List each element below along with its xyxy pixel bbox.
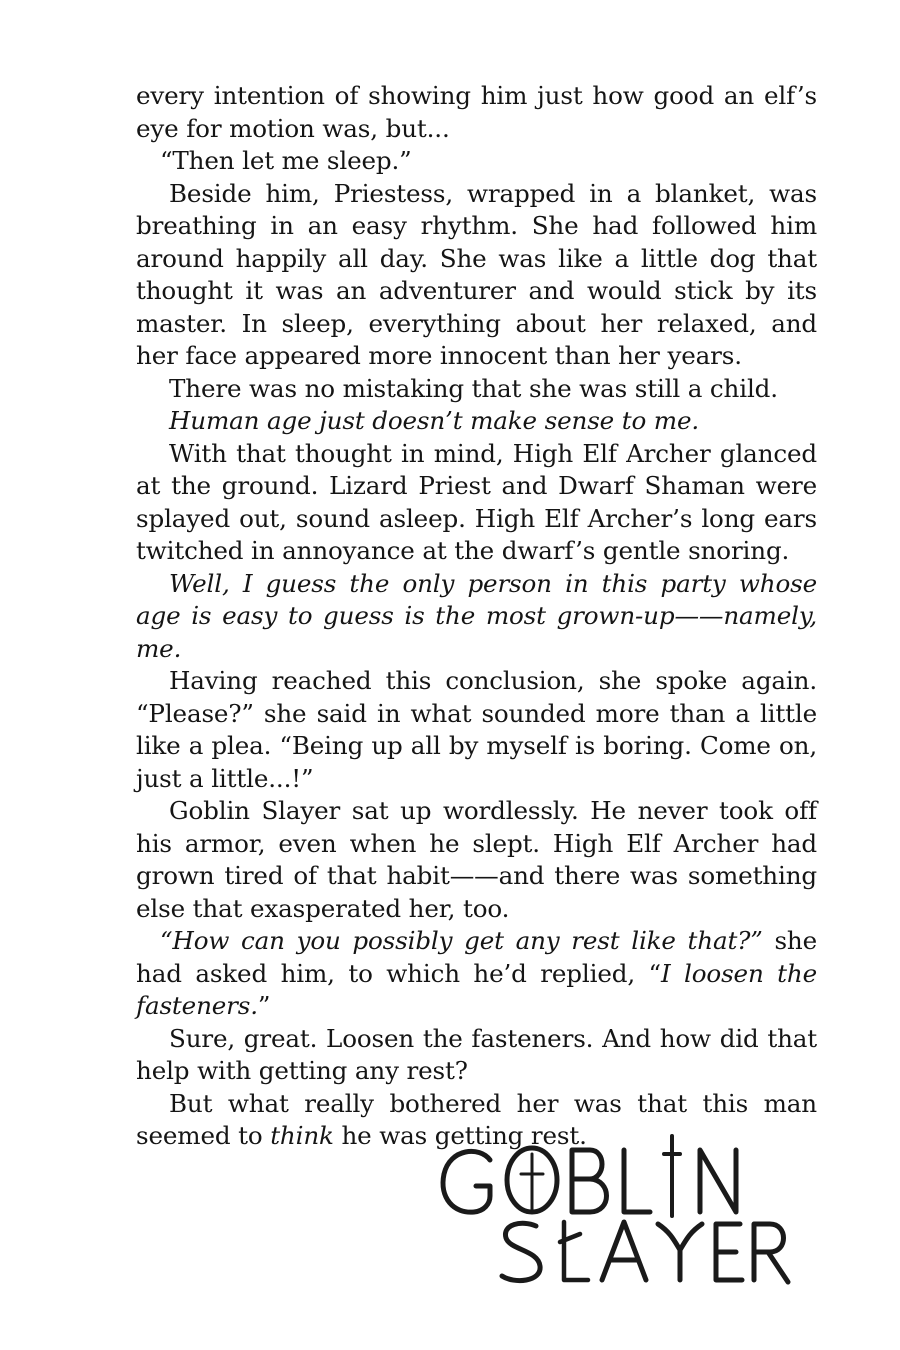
paragraph	[136, 665, 817, 795]
paragraph	[136, 568, 817, 666]
paragraph	[136, 1023, 817, 1088]
text-run: Sure, great. Loosen the fasteners. And how did that help with getting any rest?	[136, 1023, 817, 1085]
text-run: he was getting rest.	[333, 1121, 587, 1150]
text-run: she had asked him, to which he’d replied, “	[136, 926, 818, 988]
text-run: “Then let me sleep.”	[160, 146, 412, 175]
body-text	[136, 80, 817, 1153]
paragraph	[136, 405, 817, 438]
text-run: ”	[257, 991, 271, 1020]
goblin-slayer-logo	[436, 1130, 806, 1290]
paragraph	[136, 80, 817, 145]
paragraph	[136, 925, 817, 1023]
italic-text: “How can you possibly get any rest like that?”	[160, 926, 763, 955]
text-run: But what really bothered her was that this man seemed to	[136, 1088, 817, 1150]
text-run: Having reached this conclusion, she spoke again. “Please?” she said in what sounded more than a little like a plea. “Being up all by myself is boring. Come on, just a little...!”	[136, 666, 817, 793]
paragraph	[136, 438, 817, 568]
text-run: every intention of showing him just how good an elf’s eye for motion was, but...	[136, 81, 817, 143]
paragraph	[136, 795, 817, 925]
text-run: Beside him, Priestess, wrapped in a blanket, was breathing in an easy rhythm. She had followed him around happily all day. She was like a little dog that thought it was an adventurer and would stick by its master. In sleep, everything about her relaxed, and her face appeared more innocent than her years.	[136, 178, 817, 370]
paragraph	[136, 373, 817, 406]
text-run: Goblin Slayer sat up wordlessly. He never took off his armor, even when he slept. High Elf Archer had grown tired of that habit——and there was something else that exasperated her, too.	[136, 796, 817, 923]
italic-text: Well, I guess the only person in this party whose age is easy to guess is the most grown-up——namely, me.	[136, 568, 817, 663]
italic-text: Human age just doesn’t make sense to me.	[169, 406, 700, 435]
paragraph	[136, 145, 817, 178]
text-run: There was no mistaking that she was still a child.	[169, 373, 778, 403]
paragraph	[136, 178, 817, 373]
text-run: With that thought in mind, High Elf Archer glanced at the ground. Lizard Priest and Dwarf Shaman were splayed out, sound asleep. High Elf Archer’s long ears twitched in annoyance at the dwarf’s gentle snoring.	[136, 438, 817, 565]
italic-text: I loosen the fasteners.	[136, 958, 817, 1020]
italic-text: think	[270, 1121, 334, 1150]
